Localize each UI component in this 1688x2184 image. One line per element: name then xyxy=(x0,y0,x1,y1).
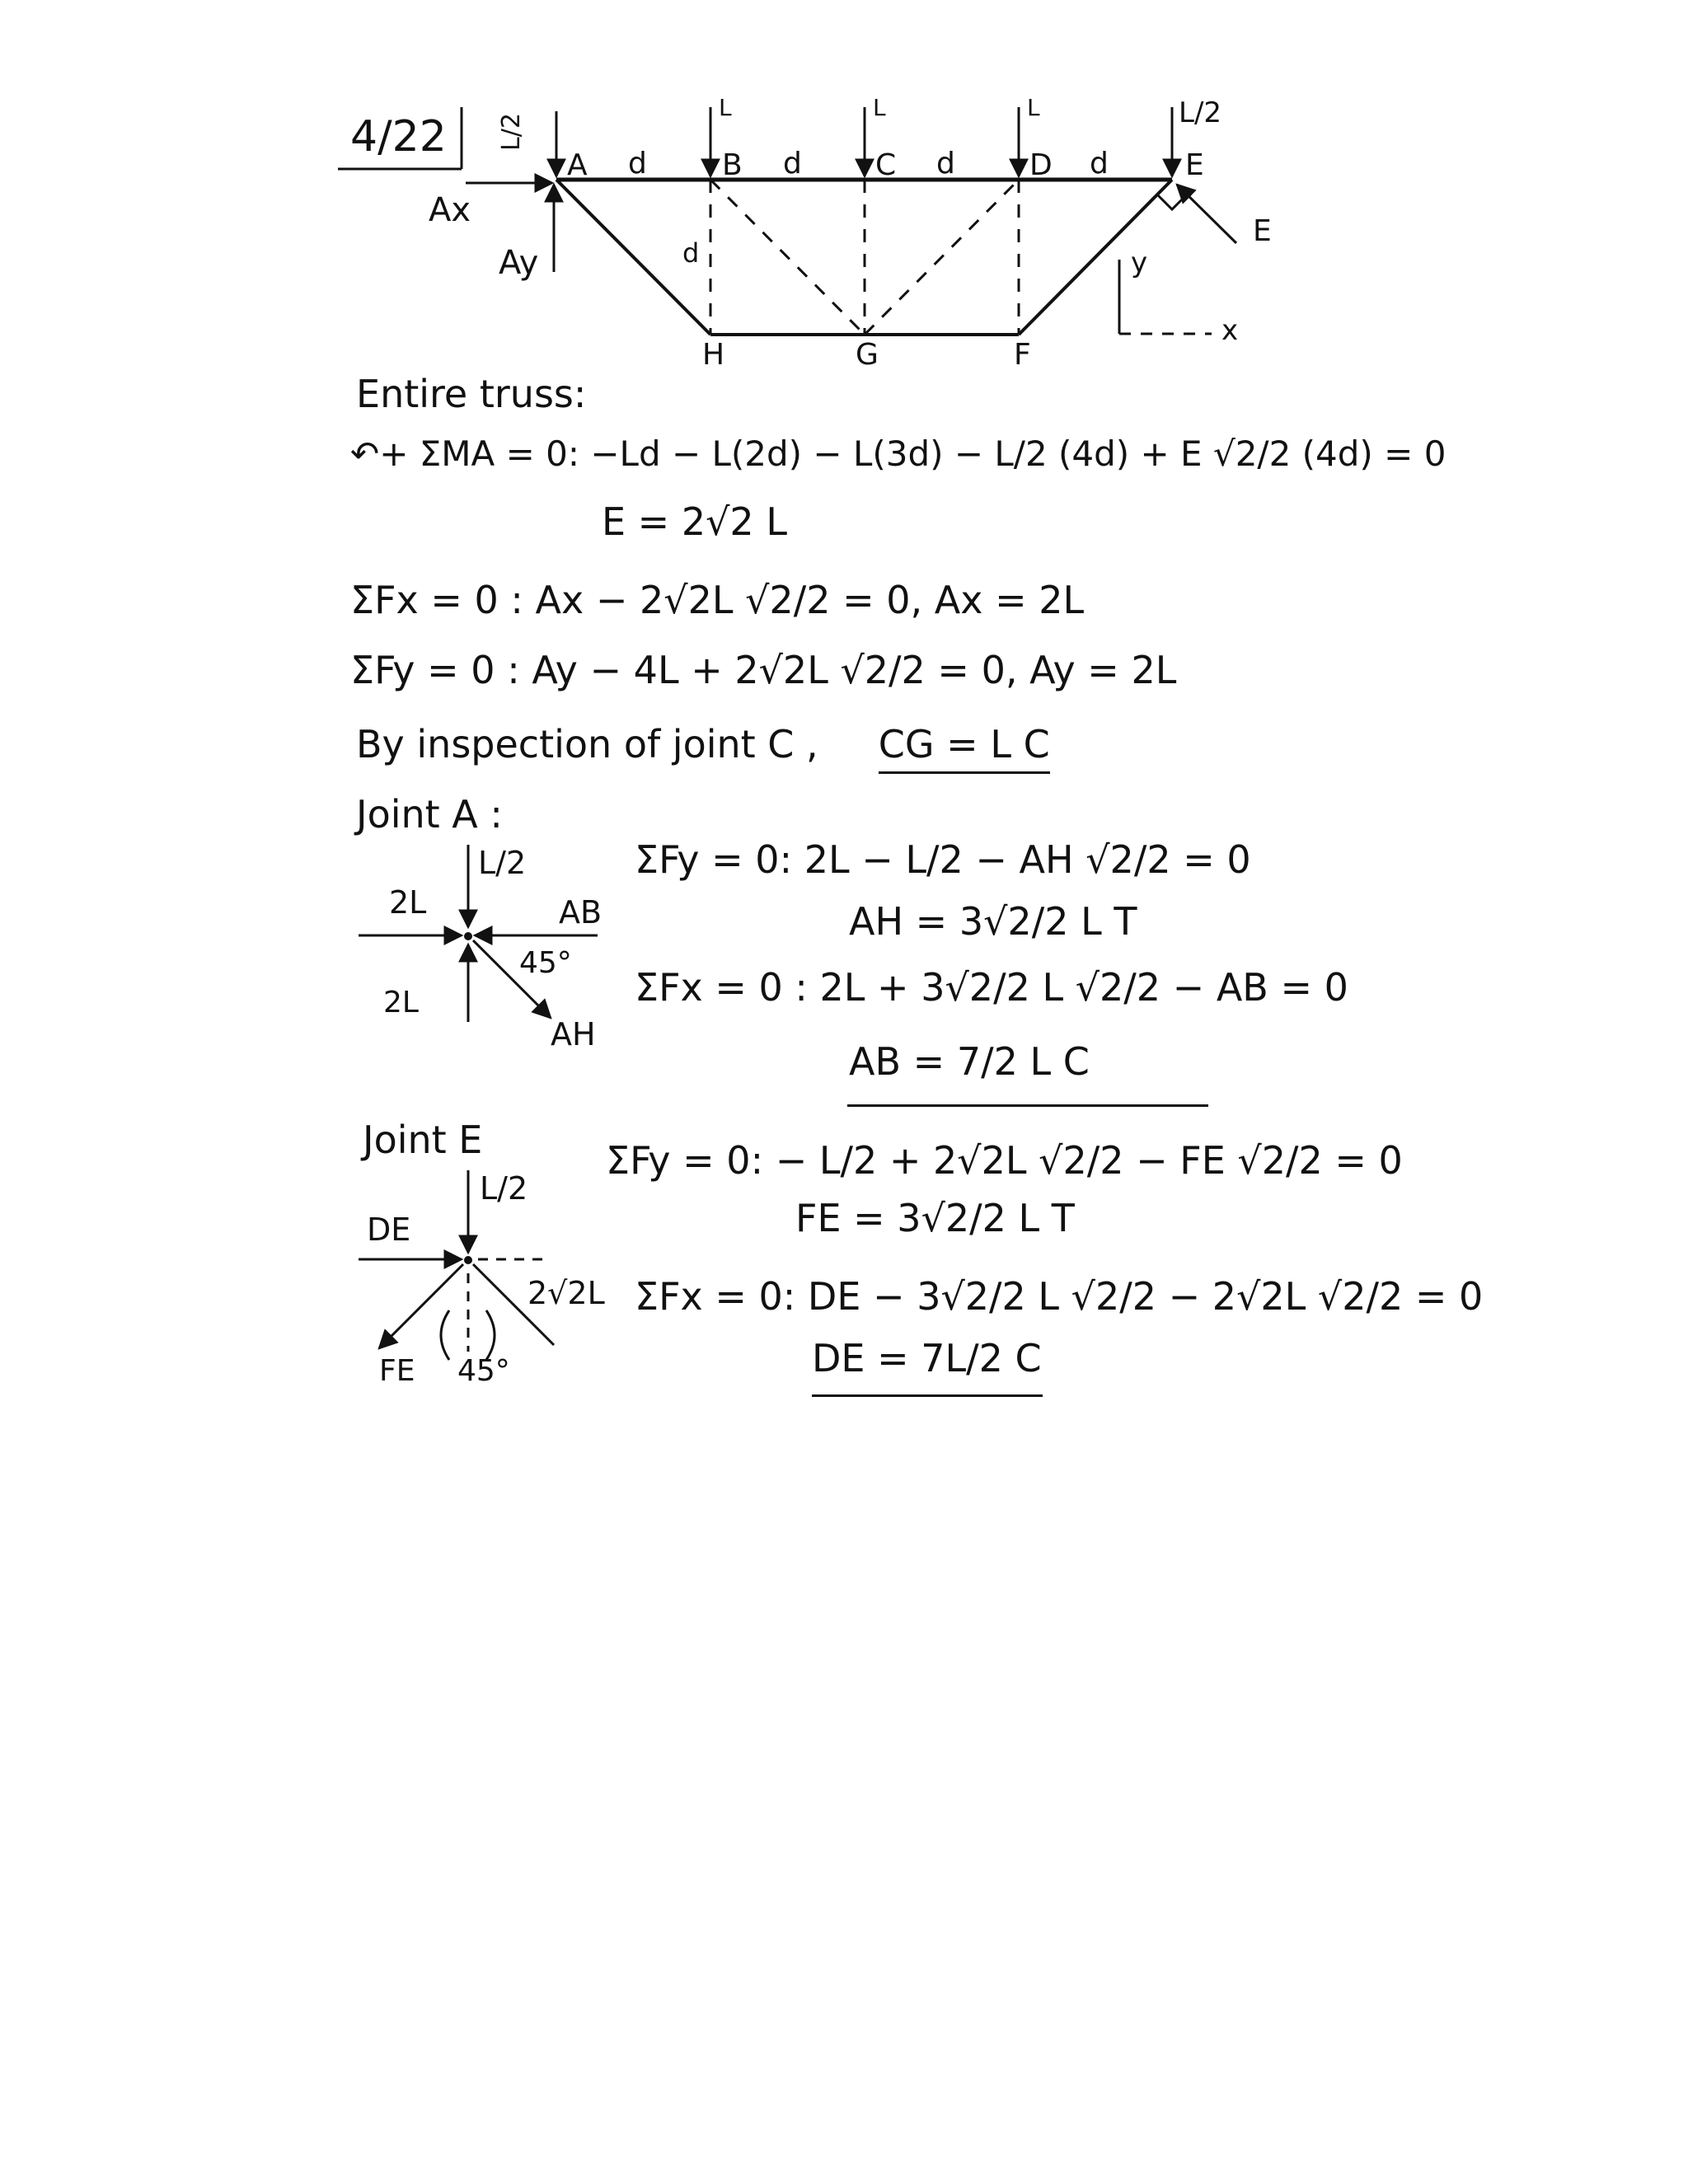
reaction-ay-label: Ay xyxy=(499,244,539,282)
joint-f-label: F xyxy=(1014,338,1031,372)
joint-e-load-label: L/2 xyxy=(480,1170,528,1207)
joint-a-label: A xyxy=(567,148,588,182)
joint-a-ab-result: AB = 7/2 L C xyxy=(849,1039,1090,1084)
joint-c-label: C xyxy=(875,148,897,182)
joint-e-fx-equation: ΣFx = 0: DE − 3√2/2 L √2/2 − 2√2L √2/2 = 0 xyxy=(635,1274,1484,1319)
joint-a-ah-result: AH = 3√2/2 L T xyxy=(849,899,1137,944)
load-e-label: L/2 xyxy=(1179,96,1222,129)
joint-a-ah-label: AH xyxy=(551,1016,596,1052)
span-de-label: d xyxy=(1090,147,1109,180)
fy-equation: ΣFy = 0 : Ay − 4L + 2√2L √2/2 = 0, Ay = 2L xyxy=(350,648,1177,692)
joint-a-left-label: 2L xyxy=(389,884,427,921)
joint-e-de-result: DE = 7L/2 C xyxy=(812,1336,1042,1380)
joint-a-load-label: L/2 xyxy=(478,845,527,881)
joint-d-label: D xyxy=(1029,148,1053,182)
fx-equation: ΣFx = 0 : Ax − 2√2L √2/2 = 0, Ax = 2L xyxy=(350,578,1085,622)
moment-equation: ↶+ ΣMA = 0: −Ld − L(2d) − L(3d) − L/2 (4d) + E √2/2 (4d) = 0 xyxy=(350,434,1447,474)
inspection-text: By inspection of joint C , xyxy=(356,722,818,766)
joint-e-heading: Joint E xyxy=(363,1118,483,1162)
joint-a-fy-equation: ΣFy = 0: 2L − L/2 − AH √2/2 = 0 xyxy=(635,837,1251,882)
span-cd-label: d xyxy=(936,147,955,180)
joint-a-ab-label: AB xyxy=(559,894,603,930)
axis-y-label: y xyxy=(1131,246,1148,279)
joint-e-force-label: 2√2L xyxy=(528,1275,605,1311)
entire-truss-heading: Entire truss: xyxy=(356,372,587,416)
joint-e-fy-equation: ΣFy = 0: − L/2 + 2√2L √2/2 − FE √2/2 = 0 xyxy=(606,1138,1403,1183)
joint-h-label: H xyxy=(702,338,725,372)
span-bc-label: d xyxy=(783,147,802,180)
joint-g-label: G xyxy=(856,338,879,372)
load-a-label: L/2 xyxy=(497,113,526,151)
joint-e-de-label: DE xyxy=(367,1212,411,1248)
joint-a-angle-label: 45° xyxy=(519,946,572,980)
inspection-result: CG = L C xyxy=(879,722,1050,774)
load-d-label: L xyxy=(1027,94,1040,121)
load-b-label: L xyxy=(719,94,732,121)
problem-number: 4/22 xyxy=(350,112,447,162)
joint-a-heading: Joint A : xyxy=(356,792,503,837)
axis-x-label: x xyxy=(1221,314,1239,347)
joint-e-fe-label: FE xyxy=(379,1354,415,1388)
joint-a-fx-equation: ΣFx = 0 : 2L + 3√2/2 L √2/2 − AB = 0 xyxy=(635,965,1348,1010)
joint-e-label: E xyxy=(1185,148,1204,182)
span-ab-label: d xyxy=(628,147,647,180)
e-result: E = 2√2 L xyxy=(602,499,787,544)
reaction-e-label: E xyxy=(1253,214,1272,248)
joint-e-fe-result: FE = 3√2/2 L T xyxy=(795,1196,1075,1240)
joint-b-label: B xyxy=(722,148,743,182)
height-label: d xyxy=(682,237,700,269)
joint-e-angle-label: 45° xyxy=(457,1354,510,1388)
load-c-label: L xyxy=(873,94,886,121)
reaction-ax-label: Ax xyxy=(429,191,471,229)
joint-a-bottom-label: 2L xyxy=(383,986,419,1019)
joint-e-result-rule xyxy=(812,1394,1043,1397)
